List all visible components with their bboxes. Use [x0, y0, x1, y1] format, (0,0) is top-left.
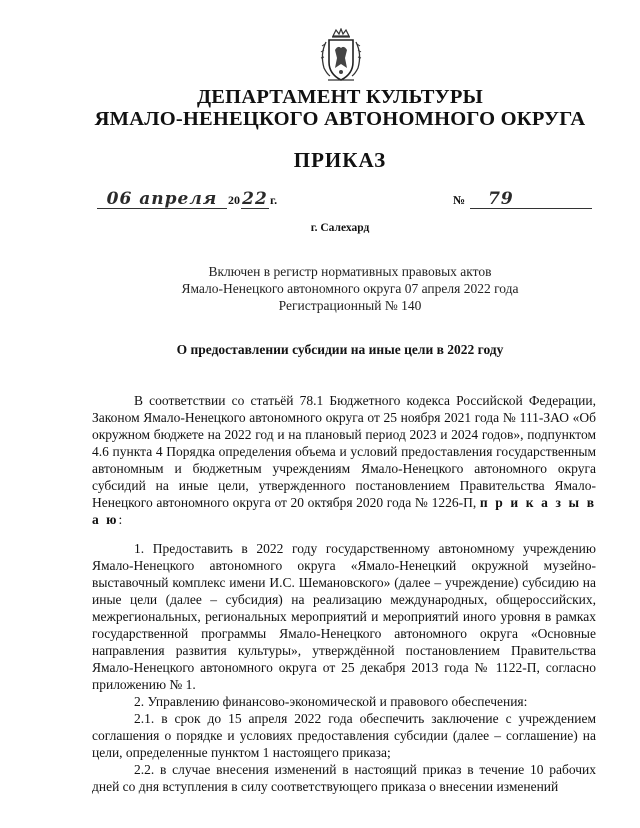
order-subject: О предоставлении субсидии на иные цели в 2022 году — [176, 342, 504, 357]
order-word: п р и к а з ы в а ю — [92, 495, 597, 527]
registration-line2: Ямало-Ненецкого автономного округа 07 апреля 2022 года — [181, 281, 519, 296]
order-items — [92, 540, 596, 795]
department-title-line2: ЯМАЛО-НЕНЕЦКОГО АВТОНОМНОГО ОКРУГА — [94, 108, 586, 130]
coat-of-arms-icon — [316, 28, 366, 84]
preamble-paragraph — [92, 392, 596, 528]
order-number — [452, 190, 592, 209]
item-2: 2. Управлению финансово-экономической и правового обеспечения: — [134, 694, 528, 709]
date-day-month: 06 апреля — [97, 190, 227, 209]
number-sign: № — [453, 193, 466, 207]
city: г. Салехард — [310, 222, 370, 234]
order-colon: : — [118, 512, 123, 527]
item-2-2: 2.2. в случае внесения изменений в настоящий приказ в течение 10 рабочих дней со дня вступления в силу соответствующего приказа о внесении изменений — [92, 762, 596, 794]
number-value: 79 — [470, 190, 592, 209]
preamble-block — [92, 392, 596, 528]
item-2-1: 2.1. в срок до 15 апреля 2022 года обеспечить заключение с учреждением соглашения о порядке и условиях предоставления субсидии (далее – соглашение) на цели, определенные пунктом 1 настоящего приказа; — [92, 711, 596, 760]
year-prefix: 20 — [228, 193, 240, 207]
department-title-line1: ДЕПАРТАМЕНТ КУЛЬТУРЫ — [197, 86, 483, 108]
year-suffix: 22 — [242, 189, 268, 209]
item-1: 1. Предоставить в 2022 году государственному автономному учреждению Ямало-Ненецкого автономного округа «Ямало-Ненецкий окружной музейно-выставочный комплекс имени И.С. Шемановского» (далее – учреждение) субсидию на иные цели (далее – субсидия) на реализацию международных, общероссийских, межрегиональных, региональных мероприятий и мероприятий иного уровня в рамках государственной программы Ямало-Ненецкого автономного округа «Основные направления развития культуры», утверждённой постановлением Правительства Ямало-Ненецкого автономного округа от 25 декабря 2013 года № 1122-П, согласно приложению № 1. — [92, 541, 596, 692]
document-type: ПРИКАЗ — [293, 148, 387, 172]
order-date — [97, 190, 278, 209]
preamble-text: В соответствии со статьёй 78.1 Бюджетного кодекса Российской Федерации, Законом Ямало-Ненецкого автономного округа от 25 ноября 2021 года № 111-ЗАО «Об окружном бюджете на 2022 год и на плановый период 2023 и 2024 годов», подпунктом 4.6 пункта 4 Порядка определения объема и условий предоставления государственным автономным и бюджетным учреждениям Ямало-Ненецкого автономного округа субсидий на иные цели, утвержденного постановлением Правительства Ямало-Ненецкого автономного округа от 20 октября 2020 года № 1226-П, — [92, 393, 596, 510]
year-postfix: г. — [270, 193, 278, 207]
registration-stamp — [40, 263, 640, 314]
registration-line1: Включен в регистр нормативных правовых актов — [208, 264, 492, 279]
registration-line3: Регистрационный № 140 — [278, 298, 422, 313]
